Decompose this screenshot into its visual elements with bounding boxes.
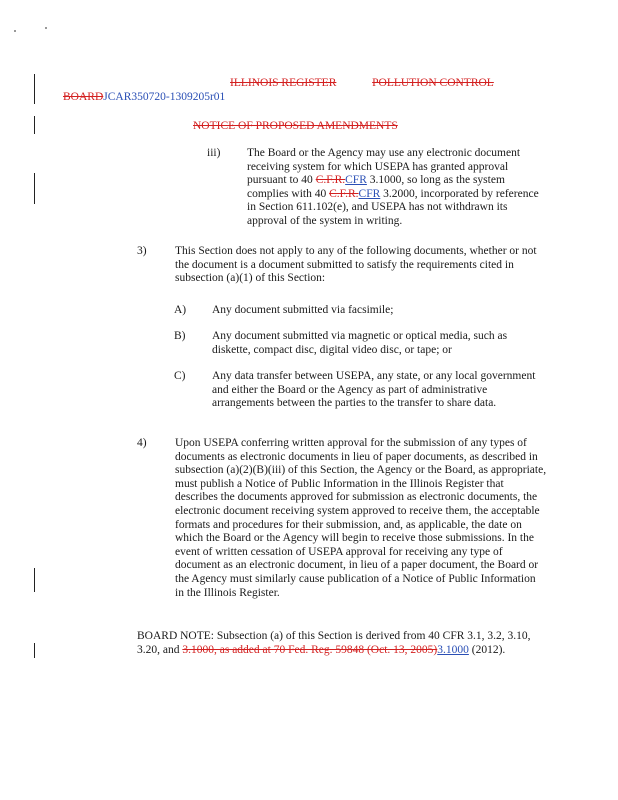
change-bar <box>34 74 35 104</box>
item-3-marker: 3) <box>137 245 147 257</box>
subitem-text: Any document submitted via magnetic or optical media, such as diskette, compact disc, digital video disc, or tape; or <box>212 330 508 356</box>
item-3-text: This Section does not apply to any of the following documents, whether or not the document is a document submitted to satisfy the requirements cited in subsection (a)(1) of this Section: <box>175 245 537 285</box>
scan-speck <box>14 30 16 32</box>
deleted-text: C.F.R. <box>315 174 346 187</box>
header-line <box>230 77 494 91</box>
subitem-marker: C) <box>174 370 186 382</box>
change-bar <box>34 568 35 592</box>
subitem-marker: B) <box>174 330 186 342</box>
illinois-register-title: ILLINOIS REGISTER <box>230 77 337 89</box>
subitem-marker: A) <box>174 304 187 316</box>
change-bar <box>34 116 35 134</box>
subitem-text: Any document submitted via facsimile; <box>212 304 394 316</box>
notice-heading: NOTICE OF PROPOSED AMENDMENTS <box>193 120 398 132</box>
inserted-text: 3.1000 <box>437 643 469 656</box>
item-4-marker: 4) <box>137 437 147 449</box>
jcar-code: JCAR350720-1309205r01 <box>103 91 226 103</box>
inserted-text: CFR <box>345 174 367 187</box>
inserted-text: CFR <box>358 187 381 200</box>
item-iii-text: The Board or the Agency may use any electronic document receiving system for which USEPA has granted approval pursuant to 40 C.F.R.CFR 3.1000, so long as the system complies with 40 C.F.R.CFR 3.2000, incorporated by reference in Section 611.102(e), and USEPA has not withdrawn its approval of the system in writing. <box>247 147 539 227</box>
board-note: BOARD NOTE: Subsection (a) of this Section is derived from 40 CFR 3.1, 3.2, 3.10, 3.20, and 3.1000, as added at 70 Fed. Reg. 59848 (Oct. 13, 2005)3.1000 (2012). <box>137 630 531 656</box>
deleted-text: 3.1000, as added at 70 Fed. Reg. 59848 (Oct. 13, 2005) <box>182 643 438 656</box>
item-iii-marker: iii) <box>207 147 221 159</box>
deleted-text: C.F.R. <box>329 187 359 200</box>
item-4-text: Upon USEPA conferring written approval for the submission of any types of documents as electronic documents in lieu of paper documents, as described in subsection (a)(2)(B)(iii) of this Section, the Agency or the Board, as appropriate, must publish a Notice of Public Information in the Illinois Register that describes the documents approved for submission as electronic documents, the electronic document receiving system approved to receive them, the acceptable formats and procedures for their submission, and, as applicable, the date on which the Board or the Agency will begin to receive those submissions. In the event of written cessation of USEPA approval for receiving any type of document as an electronic document, in lieu of a paper document, the Board or the Agency must similarly cause publication of a Notice of Public Information in the Illinois Register. <box>175 437 547 599</box>
agency-name: POLLUTION CONTROL <box>372 77 494 89</box>
scan-speck <box>45 27 47 29</box>
subitem-text: Any data transfer between USEPA, any state, or any local government and either the Board or the Agency as part of administrative arrangements between the parties to the transfer to share data. <box>212 370 536 410</box>
header-line-2 <box>63 91 225 105</box>
change-bar <box>34 173 35 204</box>
agency-name-end: BOARD <box>63 91 104 103</box>
change-bar <box>34 643 35 658</box>
